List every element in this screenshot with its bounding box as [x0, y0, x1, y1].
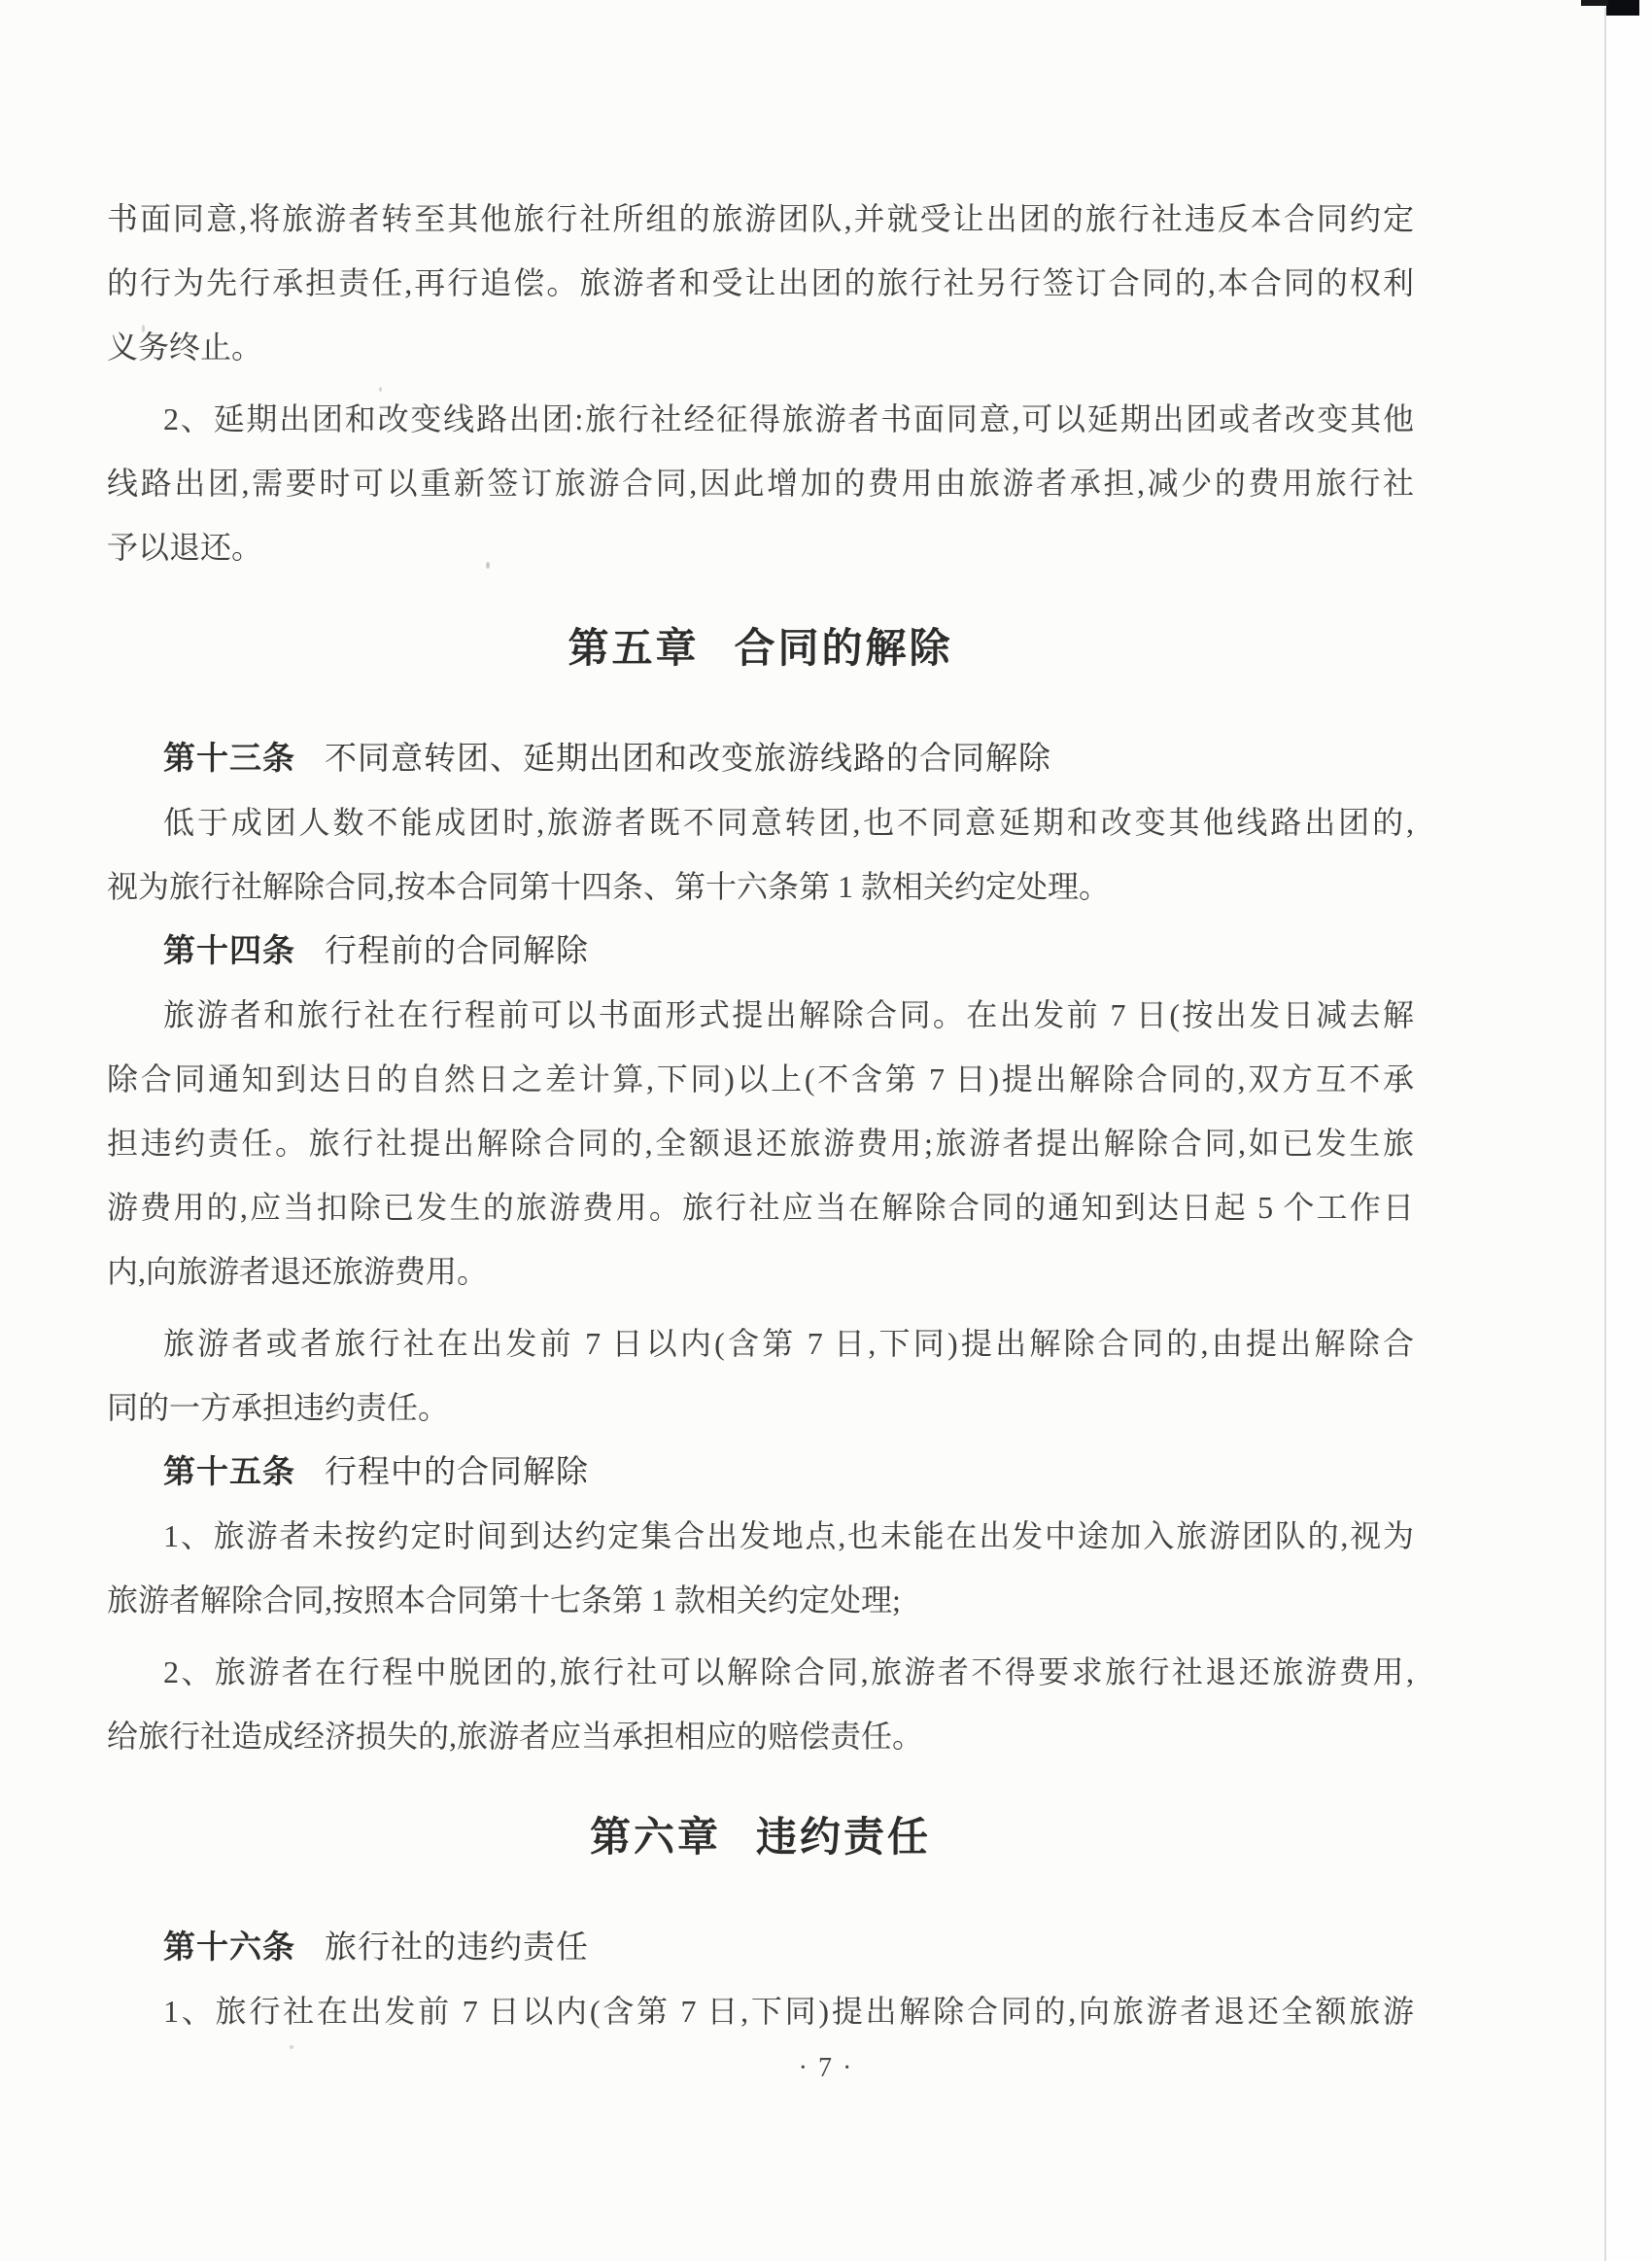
- body-line: 旅游者和旅行社在行程前可以书面形式提出解除合同。在出发前 7 日(按出发日减去解: [163, 997, 1414, 1032]
- body-line: 2、延期出团和改变线路出团:旅行社经征得旅游者书面同意,可以延期出团或者改变其他: [163, 401, 1414, 436]
- body-line: 除合同通知到达日的自然日之差计算,下同)以上(不含第 7 日)提出解除合同的,双方互不承: [107, 1061, 1414, 1096]
- page-number: · 7 ·: [798, 2053, 854, 2083]
- scan-corner-artifact: [1581, 0, 1608, 6]
- body-line: 予以退还。: [107, 530, 263, 565]
- body-line: 游费用的,应当扣除已发生的旅游费用。旅行社应当在解除合同的通知到达日起 5 个工作日: [107, 1190, 1414, 1225]
- article-title: 旅行社的违约责任: [325, 1929, 589, 1965]
- body-line: 1、旅游者未按约定时间到达约定集合出发地点,也未能在出发中途加入旅游团队的,视为: [163, 1518, 1414, 1553]
- article-number: 第十六条: [163, 1929, 295, 1965]
- article-14-heading: [107, 919, 1414, 983]
- article-15-heading: [107, 1440, 1414, 1504]
- chapter-title: 违约责任: [756, 1814, 932, 1860]
- body-line: 2、旅游者在行程中脱团的,旅行社可以解除合同,旅游者不得要求旅行社退还旅游费用,: [163, 1654, 1414, 1689]
- article-title: 不同意转团、延期出团和改变旅游线路的合同解除: [325, 740, 1051, 776]
- article-number: 第十五条: [163, 1453, 295, 1489]
- scan-edge-line: [1604, 8, 1606, 2261]
- body-line: 书面同意,将旅游者转至其他旅行社所组的旅游团队,并就受让出团的旅行社违反本合同约定: [107, 201, 1414, 236]
- chapter-number: 第五章: [568, 625, 700, 671]
- body-line: 旅游者或者旅行社在出发前 7 日以内(含第 7 日,下同)提出解除合同的,由提出解除合: [163, 1326, 1414, 1361]
- chapter-title: 合同的解除: [734, 625, 953, 671]
- article-number: 第十四条: [163, 932, 295, 968]
- article-title: 行程中的合同解除: [325, 1453, 589, 1489]
- body-line: 内,向旅游者退还旅游费用。: [107, 1254, 489, 1289]
- body-line: 义务终止。: [107, 330, 263, 365]
- article-number: 第十三条: [163, 740, 295, 776]
- body-line: 视为旅行社解除合同,按本合同第十四条、第十六条第 1 款相关约定处理。: [107, 869, 1111, 904]
- scan-corner-artifact: [1606, 0, 1639, 16]
- body-line: 旅游者解除合同,按照本合同第十七条第 1 款相关约定处理;: [107, 1583, 901, 1617]
- article-16-heading: [107, 1915, 1414, 1979]
- body-line: 线路出团,需要时可以重新签订旅游合同,因此增加的费用由旅游者承担,减少的费用旅行社: [107, 466, 1414, 501]
- article-13-heading: [107, 726, 1414, 790]
- body-line: 同的一方承担违约责任。: [107, 1390, 450, 1425]
- chapter-heading-6: [107, 1798, 1414, 1876]
- article-title: 行程前的合同解除: [325, 932, 589, 968]
- scan-edge-area: [1606, 0, 1652, 2261]
- body-line: 低于成团人数不能成团时,旅游者既不同意转团,也不同意延期和改变其他线路出团的,: [163, 805, 1414, 840]
- body-line: 给旅行社造成经济损失的,旅游者应当承担相应的赔偿责任。: [107, 1719, 924, 1754]
- body-line: 1、旅行社在出发前 7 日以内(含第 7 日,下同)提出解除合同的,向旅游者退还全额旅游: [163, 1994, 1414, 2029]
- chapter-heading-5: [107, 609, 1414, 687]
- text-column: [107, 187, 1414, 2043]
- chapter-number: 第六章: [589, 1814, 721, 1860]
- body-line: 担违约责任。旅行社提出解除合同的,全额退还旅游费用;旅游者提出解除合同,如已发生旅: [107, 1126, 1414, 1161]
- body-line: 的行为先行承担责任,再行追偿。旅游者和受让出团的旅行社另行签订合同的,本合同的权利: [107, 265, 1414, 300]
